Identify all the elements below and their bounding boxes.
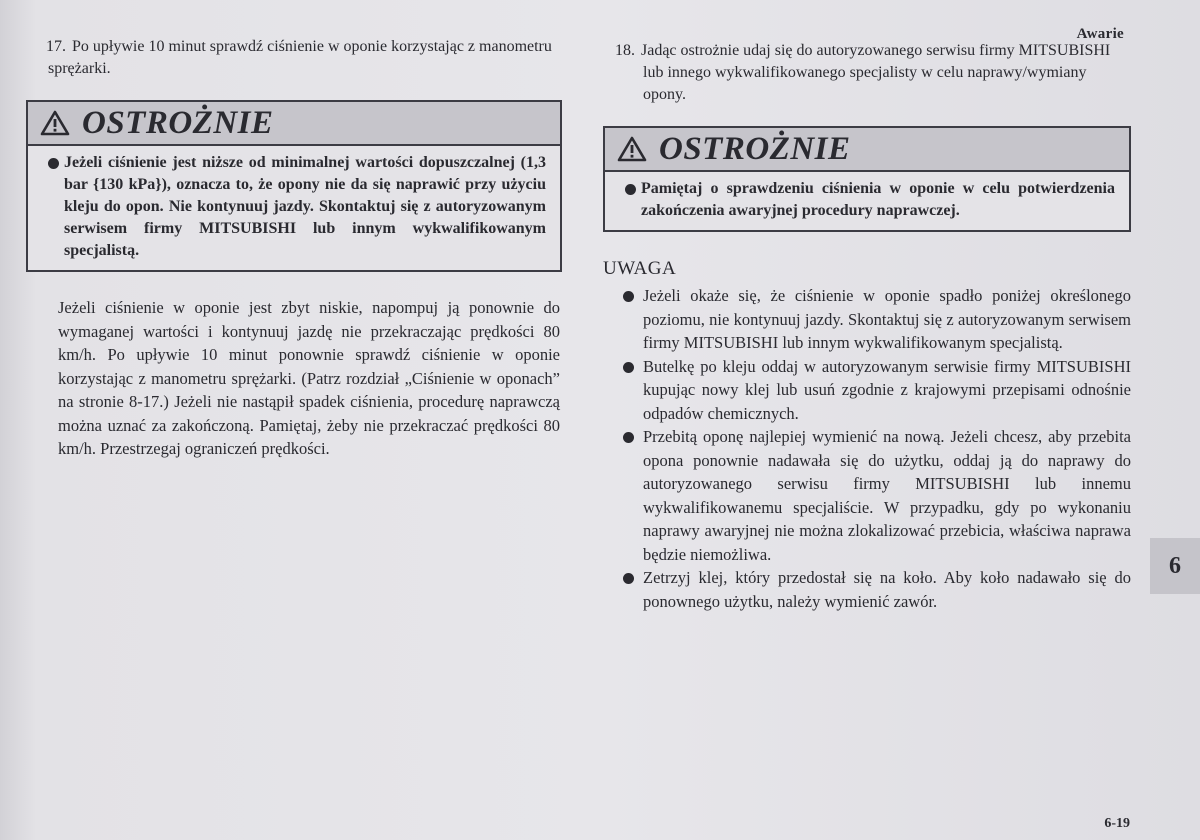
step-number: 17. — [46, 38, 66, 55]
bullet-icon — [623, 362, 634, 373]
note-item — [603, 284, 1131, 355]
caution-text-content: Pamiętaj o sprawdzeniu ciśnienia w oponie w celu potwierdzenia zakończenia awaryjnej procedury naprawczej. — [641, 180, 1115, 219]
page-number: 6-19 — [1104, 816, 1130, 831]
caution-header — [28, 102, 560, 146]
note-title: UWAGA — [603, 258, 677, 279]
caution-title: OSTROŻNIE — [82, 104, 274, 141]
note-text: Zetrzyj klej, który przedostał się na koło. Aby koło nadawało się do ponownego użytku, należy wymienić zawór. — [643, 568, 1131, 611]
left-column — [26, 36, 562, 461]
note-text: Butelkę po kleju oddaj w autoryzowanym serwisie firmy MITSUBISHI kupując nowy klej lub usuń zgodnie z krajowymi przepisami odnośnie odpadów chemicznych. — [643, 356, 1131, 423]
note-text: Jeżeli okaże się, że ciśnienie w oponie spadło poniżej określonego poziomu, nie kontynuuj jazdy. Skontaktuj się z autoryzowanym serwisem firmy MITSUBISHI lub innym wykwalifikowanym specjalistą. — [643, 286, 1131, 352]
right-column — [603, 40, 1131, 613]
note-list — [603, 284, 1131, 613]
caution-title: OSTROŻNIE — [659, 130, 851, 167]
warning-triangle-icon — [40, 110, 70, 136]
bullet-icon — [48, 158, 59, 169]
note-text: Przebitą oponę najlepiej wymienić na nową. Jeżeli chcesz, aby przebita opona ponownie nadawała się do użytku, oddaj ją do naprawy do autoryzowanego serwisu firmy MITSUBISHI lub innemu wykwalifikowanemu specjaliście. W przypadku, gdy po wykonaniu naprawy awaryjnej nie można zlokalizować przebicia, właściwa naprawa będzie niemożliwa. — [643, 427, 1131, 564]
note-item — [603, 566, 1131, 613]
caution-text — [605, 172, 1129, 230]
bullet-icon — [623, 573, 634, 584]
caution-header — [605, 128, 1129, 172]
caution-box-right — [603, 126, 1131, 232]
caution-text-content: Jeżeli ciśnienie jest niższe od minimalnej wartości dopuszczalnej (1,3 bar {130 kPa}), oznacza to, że opony nie da się naprawić przy użyciu kleju do opon. Nie kontynuuj jazdy. Skontaktuj się z autoryzowanym serwisem firmy MITSUBISHI lub innym wykwalifikowanym specjalistą. — [64, 154, 546, 259]
body-paragraph: Jeżeli ciśnienie w oponie jest zbyt niskie, napompuj ją ponownie do wymaganej wartości i kontynuuj jazdę nie przekraczając prędkości 80 km/h. Po upływie 10 minut ponownie sprawdź ciśnienie w oponie korzystając z manometru sprężarki. (Patrz rozdział „Ciśnienie w oponach” na stronie 8-17.) Jeżeli nie nastąpił spadek ciśnienia, procedurę naprawczą można uznać za zakończoną. Pamiętaj, żeby nie przekraczać prędkości 80 km/h. Przestrzegaj ograniczeń prędkości. — [58, 298, 560, 458]
warning-triangle-icon — [617, 136, 647, 162]
step-17 — [26, 36, 562, 80]
bullet-icon — [623, 291, 634, 302]
caution-text — [28, 146, 560, 270]
step-18 — [603, 40, 1131, 106]
caution-box-left — [26, 100, 562, 272]
step-text: Po upływie 10 minut sprawdź ciśnienie w oponie korzystając z manometru sprężarki. — [48, 38, 552, 77]
bullet-icon — [623, 432, 634, 443]
bullet-icon — [625, 184, 636, 195]
note-item — [603, 355, 1131, 426]
note-item — [603, 425, 1131, 566]
section-header: Awarie — [1076, 26, 1124, 42]
step-text: Jadąc ostrożnie udaj się do autoryzowanego serwisu firmy MITSUBISHI lub innego wykwalifikowanego specjalisty w celu naprawy/wymiany opony. — [641, 42, 1111, 103]
step-number: 18. — [615, 42, 635, 59]
chapter-tab: 6 — [1150, 538, 1200, 594]
